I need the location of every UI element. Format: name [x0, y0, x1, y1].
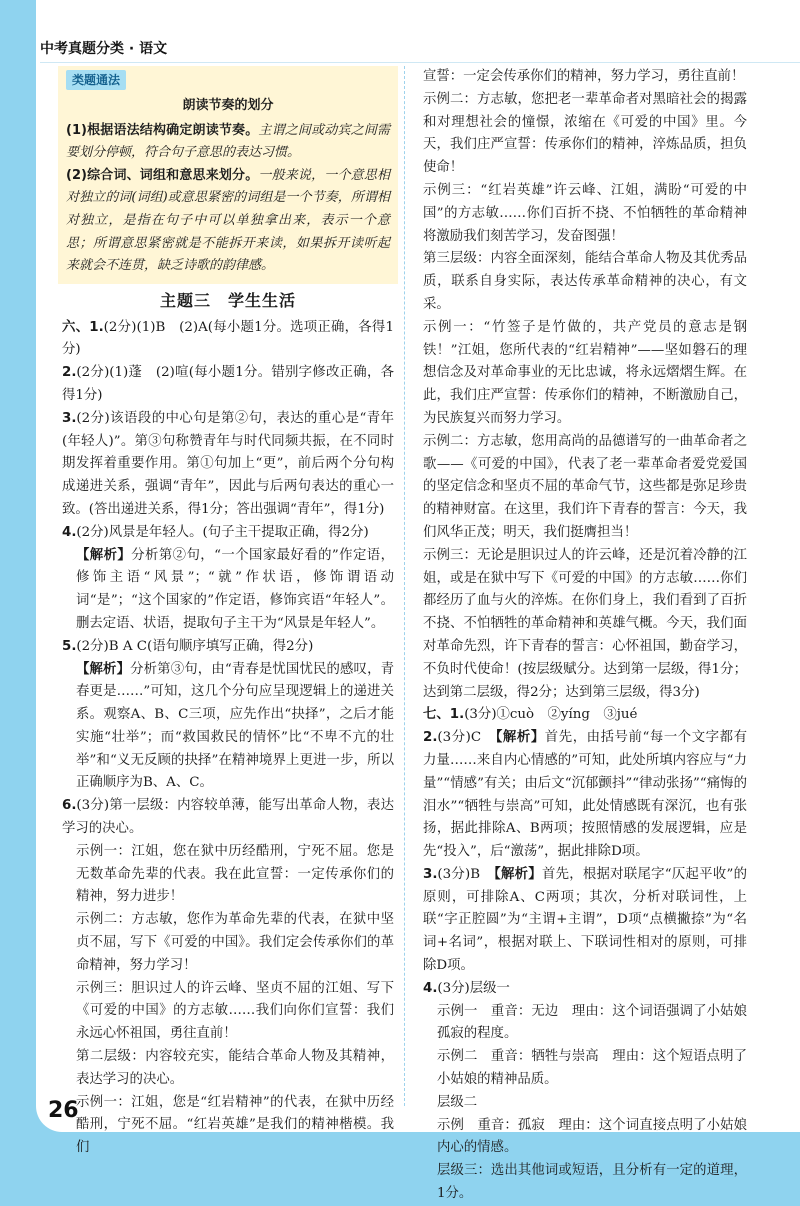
answer-6-3	[62, 408, 394, 522]
answer-7-2	[423, 727, 747, 864]
level-text: 第三层级：内容全面深刻，能结合革命人物及其优秀品质，联系自身实际，表达传承革命精神的决心，有文采。	[423, 251, 747, 312]
example-text: 示例一：江姐，您是“红岩精神”的代表，在狱中历经酷刑，宁死不屈。“红岩英雄”是我们的精神楷模。我们	[76, 1094, 394, 1156]
answer-7-3	[423, 864, 747, 978]
answer-text: (3分)①cuò ②yíng ③jué	[464, 707, 638, 723]
answer-number: 六、1.	[62, 319, 104, 335]
answer-number: 5.	[62, 638, 77, 654]
analysis-label: 【解析】	[495, 730, 545, 746]
example-text: 示例二：方志敏，您用高尚的品德谱写的一曲革命者之歌——《可爱的中国》，代表了老一辈革命者爱党爱国的坚定信念和坚贞不屈的革命气节，这些都是弥足珍贵的精神财富。在这里，我们许下青春的誓言：今天，我们风华正茂；明天，我们挺膺担当！	[423, 433, 747, 540]
analysis-6-4	[62, 545, 394, 636]
left-column	[62, 66, 394, 1160]
level-text: 层级三：选出其他词或短语，且分析有一定的道理，1分。	[437, 1163, 747, 1202]
tip-p1-lead: (1)根据语法结构确定朗读节奏。	[66, 122, 259, 138]
answer-number: 七、1.	[423, 707, 465, 723]
answer-number: 2.	[423, 730, 438, 746]
answer-6-5	[62, 636, 394, 659]
tip-heading: 朗读节奏的划分	[182, 97, 274, 113]
column-divider	[404, 66, 405, 1106]
answer-text: (2分)(1)B (2)A(每小题1分。选项正确，各得1分)	[62, 319, 394, 358]
analysis-text: 首先，根据对联尾字“仄起平收”的原则，可排除A、C两项；其次，分析对联词性，上联“字正腔圆”为“主谓+主谓”，D项“点横撇捺”为“名词+名词”，根据对联上、下联词性相对的原则，可排除D项。	[423, 866, 747, 974]
answer-text: (2分)B A C(语句顺序填写正确，得2分)	[76, 638, 314, 654]
example-text: 示例二：方志敏，您把老一辈革命者对黑暗社会的揭露和对理想社会的憧憬，浓缩在《可爱的中国》里。今天，我们庄严宣誓：传承你们的精神，淬炼品质，担负使命！	[423, 91, 747, 176]
continued-text: 宣誓：一定会传承你们的精神，努力学习，勇往直前！	[423, 69, 745, 84]
running-header: 中考真题分类 · 语文	[40, 41, 168, 57]
example-text: 示例三：“红岩英雄”许云峰、江姐，满盼“可爱的中国”的方志敏……你们百折不挠、不怕牺牲的革命精神将激励我们刻苦学习，发奋图强！	[423, 182, 747, 244]
example-text: 示例一：江姐，您在狱中历经酷刑，宁死不屈。您是无数革命先辈的代表。我在此宣誓：一定传承你们的精神，努力进步！	[76, 843, 394, 905]
tip-p1-rest: 主谓之间或动宾之间需要划分停顿，符合句子意思的表达习惯。	[66, 122, 390, 161]
example-text: 示例一：“竹签子是竹做的，共产党员的意志是钢铁！”江姐，您所代表的“红岩精神”——坚如磐石的理想信念及对革命事业的无比忠诚，将永远熠熠生辉。在此，我们庄严宣誓：传承你们的精神，不断激励自己，为民族复兴而努力学习。	[423, 319, 747, 426]
answer-text: (3分)层级一	[437, 980, 510, 996]
answer-text: (2分)风景是年轻人。(句子主干提取正确，得2分)	[76, 524, 369, 540]
answer-number: 4.	[62, 524, 77, 540]
example-text: 示例三：无论是胆识过人的许云峰，还是沉着冷静的江姐，或是在狱中写下《可爱的中国》的方志敏……你们都经历了血与火的淬炼。在你们身上，我们看到了百折不挠、不怕牺牲的革命精神和英雄气概。今天，我们面对革命先烈，许下青春的誓言：心怀祖国，勤奋学习，不负时代使命！(按层级赋分。达到第一层级，得1分；达到第二层级，得2分；达到第三层级，得3分)	[423, 547, 747, 700]
answer-6-6	[62, 795, 394, 841]
answer-7-4	[423, 978, 747, 1001]
answer-text: (3分)C	[437, 730, 496, 746]
tip-paragraph-2	[66, 165, 390, 278]
answer-number: 3.	[62, 410, 77, 426]
analysis-text: 首先，由括号前“每一个文字都有力量……来自内心情感的”可知，此处所填内容应与“力量”“情感”有关；由后文“沉郁颤抖”“律动张扬”“痛悔的泪水”“牺牲与崇高”可知，此处情感既有深沉，也有张扬，据此排除A、B两项；按照情感的发展逻辑，应是先“投入”，后“激荡”，据此排除D项。	[423, 730, 747, 860]
example-text: 示例一 重音：无边 理由：这个词语强调了小姑娘孤寂的程度。	[437, 1003, 747, 1042]
section-title: 主题三 学生生活	[159, 290, 296, 310]
answer-text: (3分)B	[437, 866, 495, 882]
method-tip-box	[58, 66, 398, 284]
level-text: 层级二	[437, 1094, 478, 1110]
analysis-6-5	[62, 659, 394, 796]
answer-text: (2分)(1)蓬 (2)喧(每小题1分。错别字修改正确，各得1分)	[62, 365, 394, 403]
right-column	[423, 66, 747, 1206]
analysis-label: 【解析】	[494, 866, 542, 882]
answer-6-1	[62, 317, 394, 363]
analysis-text: 分析第③句，由“青春是忧国忧民的感叹，青春更是……”可知，这几个分句应呈现逻辑上的递进关系。观察A、B、C三项，应先作出“抉择”，之后才能实施“壮举”；而“救国救民的情怀”比“不卑不亢的壮举”和“义无反顾的抉择”在精神境界上更进一步，所以正确顺序为B、A、C。	[76, 661, 394, 791]
answer-number: 6.	[62, 798, 77, 814]
page-number: 26	[48, 1098, 79, 1123]
answer-number: 2.	[62, 365, 77, 381]
header-divider	[40, 62, 800, 63]
tip-p2-lead: (2)综合词、词组和意思来划分。	[66, 167, 259, 183]
example-text: 示例二 重音：牺牲与崇高 理由：这个短语点明了小姑娘的精神品质。	[437, 1049, 747, 1088]
example-text: 示例三：胆识过人的许云峰、坚贞不屈的江姐、写下《可爱的中国》的方志敏……我们向你们宣誓：我们永远心怀祖国，勇往直前！	[76, 980, 394, 1042]
analysis-label: 【解析】	[76, 661, 131, 677]
answer-number: 4.	[423, 980, 438, 996]
answer-6-4	[62, 522, 394, 545]
method-tag: 类题通法	[66, 70, 126, 90]
example-text: 示例 重音：孤寂 理由：这个词直接点明了小姑娘内心的情感。	[437, 1117, 747, 1156]
tip-paragraph-1	[66, 120, 390, 165]
tip-p2-rest: 一般来说，一个意思相对独立的词(词组)或意思紧密的词组是一个节奏，所谓相对独立，是指在句子中可以单独拿出来，表示一个意思；所谓意思紧密就是不能拆开来读，如果拆开读听起来就会不连贯，缺乏诗歌的韵律感。	[66, 167, 390, 274]
answer-6-2	[62, 362, 394, 408]
level-text: 第二层级：内容较充实，能结合革命人物及其精神，表达学习的决心。	[76, 1049, 394, 1087]
analysis-text: 分析第②句，“一个国家最好看的”作定语，修饰主语“风景”；“就”作状语，修饰谓语动词“是”；“这个国家的”作定语，修饰宾语“年轻人”。删去定语、状语，提取句子主干为“风景是年轻人”。	[76, 547, 394, 631]
answer-text: (3分)第一层级：内容较单薄，能写出革命人物，表达学习的决心。	[62, 798, 394, 837]
answer-7-1	[423, 704, 747, 727]
example-text: 示例二：方志敏，您作为革命先辈的代表，在狱中坚贞不屈，写下《可爱的中国》。我们定会传承你们的革命精神，努力学习！	[76, 912, 394, 973]
answer-number: 3.	[423, 866, 438, 882]
answer-text: (2分)该语段的中心句是第②句，表达的重心是“青年(年轻人)”。第③句称赞青年与时代同频共振，在不同时期发挥着重要作用。第①句加上“更”，前后两个分句构成递进关系，强调“青年”，因此与后两句表达的重心一致。(答出递进关系，得1分；答出强调“青年”，得1分)	[62, 410, 394, 517]
analysis-label: 【解析】	[76, 547, 132, 563]
